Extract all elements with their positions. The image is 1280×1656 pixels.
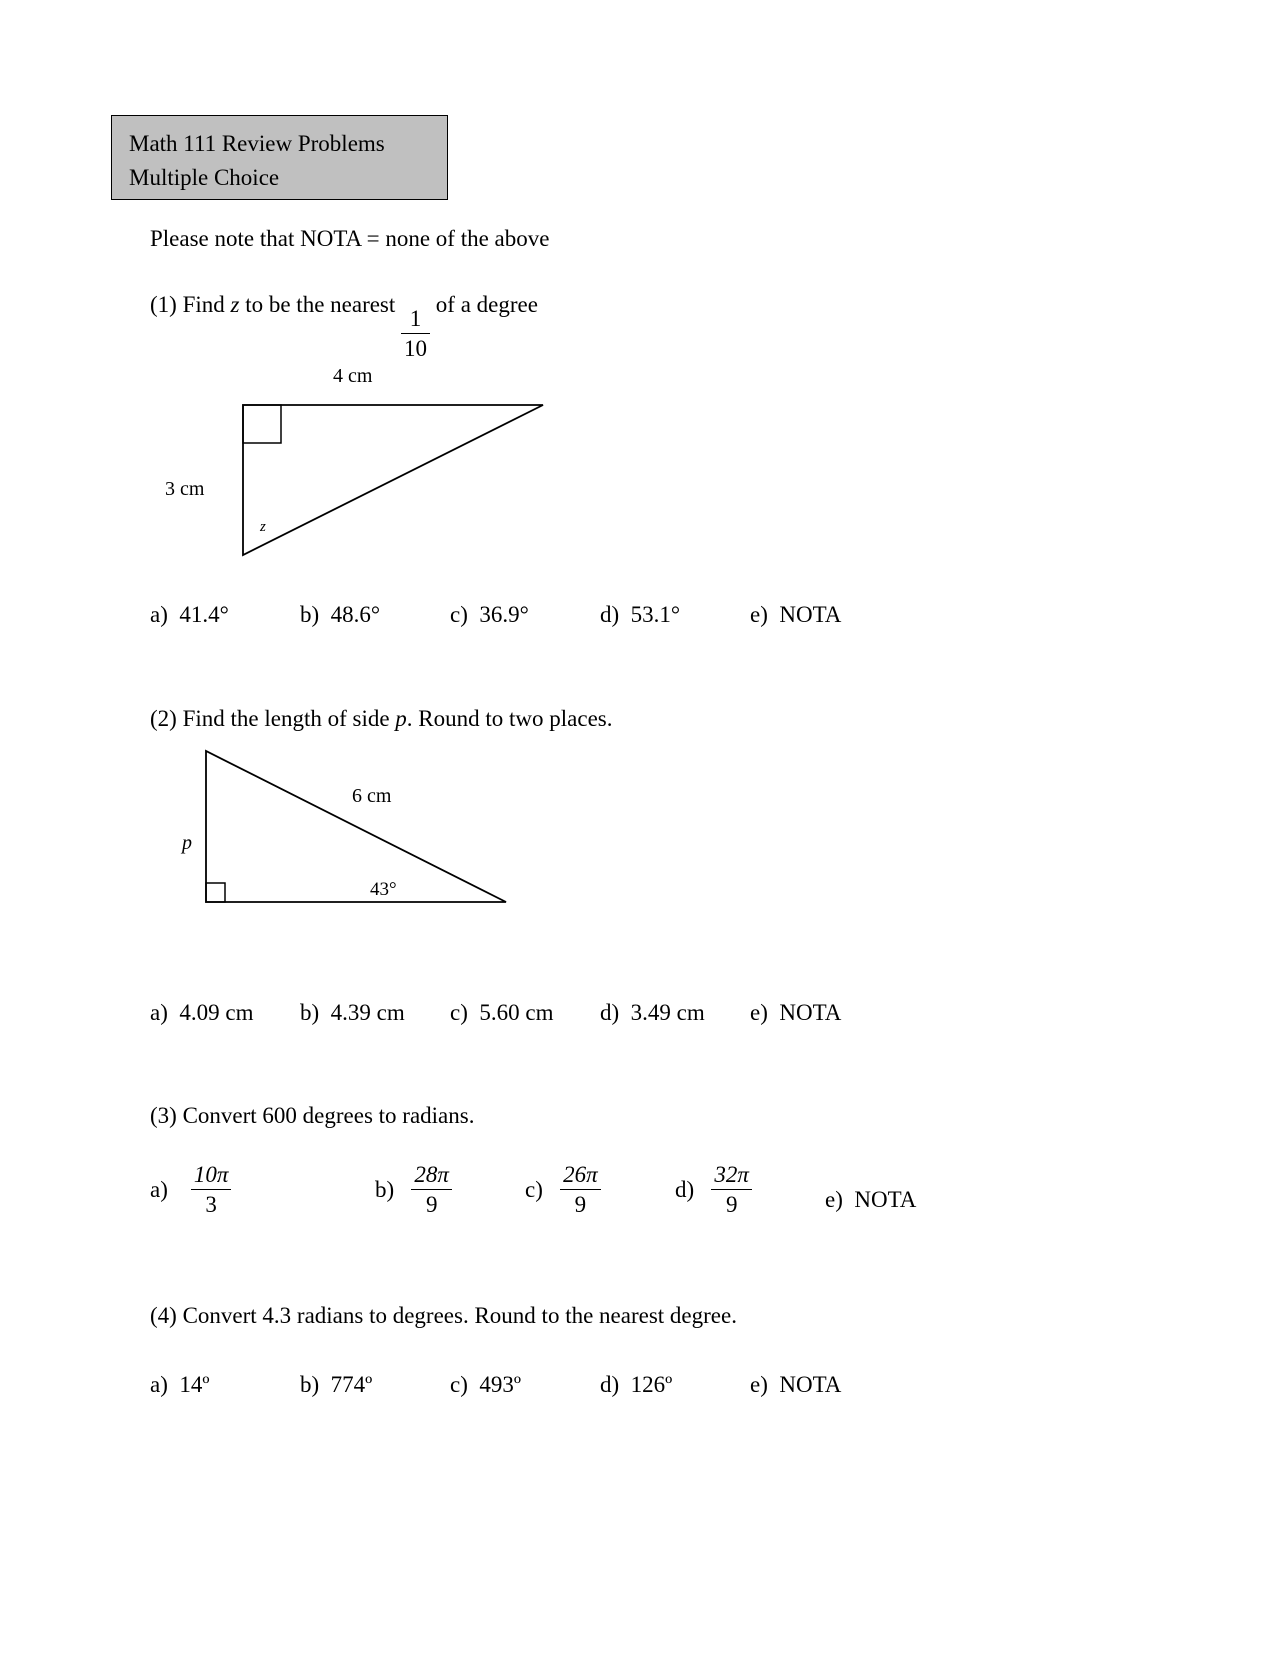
question-3-text: (3) Convert 600 degrees to radians. — [150, 1103, 475, 1128]
fraction-bar — [411, 1189, 452, 1190]
q2-angle-label: 43° — [370, 879, 397, 900]
q2-var: p — [395, 706, 407, 731]
course-title: Math 111 Review Problems — [129, 131, 385, 156]
q3-a-fraction: $\frac{10\pi}{3}$ — [191, 1163, 232, 1216]
q2-option-e[interactable]: e) NOTA — [750, 1000, 842, 1025]
q1-option-c[interactable]: c) 36.9° — [450, 602, 529, 627]
fraction-bar — [711, 1189, 752, 1190]
fraction-bar — [191, 1189, 232, 1190]
question-4-text: (4) Convert 4.3 radians to degrees. Round to the nearest degree. — [150, 1303, 737, 1328]
q4-option-e[interactable]: e) NOTA — [750, 1372, 842, 1397]
q1-angle-label: z — [260, 519, 266, 535]
q2-prefix: (2) Find the length of side — [150, 706, 396, 731]
q4-option-c[interactable]: c) 493º — [450, 1372, 522, 1397]
q1-option-e[interactable]: e) NOTA — [750, 602, 842, 627]
q3-b-fraction: $\frac{28\pi}{9}$ — [411, 1163, 452, 1216]
q3-option-a[interactable]: a) $\frac{10\pi}{3}$ — [150, 1163, 231, 1216]
q1-option-b[interactable]: b) 48.6° — [300, 602, 381, 627]
q4-option-d[interactable]: d) 126º — [600, 1372, 673, 1397]
q3-c-fraction: $\frac{26\pi}{9}$ — [560, 1163, 601, 1216]
q1-suffix: of a degree — [435, 292, 538, 317]
q2-side-label: p — [182, 832, 192, 854]
q3-option-e[interactable]: e) NOTA — [825, 1187, 917, 1212]
q2-option-b[interactable]: b) 4.39 cm — [300, 1000, 405, 1025]
q2-option-c[interactable]: c) 5.60 cm — [450, 1000, 554, 1025]
q1-prefix: (1) Find — [150, 292, 231, 317]
q4-option-a[interactable]: a) 14º — [150, 1372, 210, 1397]
q4-option-b[interactable]: b) 774º — [300, 1372, 373, 1397]
q1-top-label: 4 cm — [333, 365, 373, 387]
q1-mid: to be the nearest — [239, 292, 402, 317]
q2-option-d[interactable]: d) 3.49 cm — [600, 1000, 705, 1025]
q1-frac-num: 1 — [409, 306, 422, 331]
right-angle-mark — [206, 883, 225, 902]
fraction-bar — [560, 1189, 601, 1190]
q2-triangle — [206, 751, 506, 902]
q1-left-label: 3 cm — [165, 478, 205, 500]
q1-option-a[interactable]: a) 41.4° — [150, 602, 229, 627]
q3-option-b[interactable]: b) $\frac{28\pi}{9}$ — [375, 1163, 452, 1216]
q1-var: z — [230, 292, 240, 317]
q2-hyp-label: 6 cm — [352, 785, 392, 807]
q1-frac-den: 10 — [404, 336, 428, 361]
section-title: Multiple Choice — [129, 165, 280, 190]
q1-option-d[interactable]: d) 53.1° — [600, 602, 681, 627]
q2-option-a[interactable]: a) 4.09 cm — [150, 1000, 254, 1025]
q3-option-c[interactable]: c) $\frac{26\pi}{9}$ — [525, 1163, 601, 1216]
q3-d-fraction: $\frac{32\pi}{9}$ — [711, 1163, 752, 1216]
q3-option-d[interactable]: d) $\frac{32\pi}{9}$ — [675, 1163, 752, 1216]
nota-note: Please note that NOTA = none of the above — [150, 226, 550, 251]
q2-suffix: . Round to two places. — [406, 706, 613, 731]
